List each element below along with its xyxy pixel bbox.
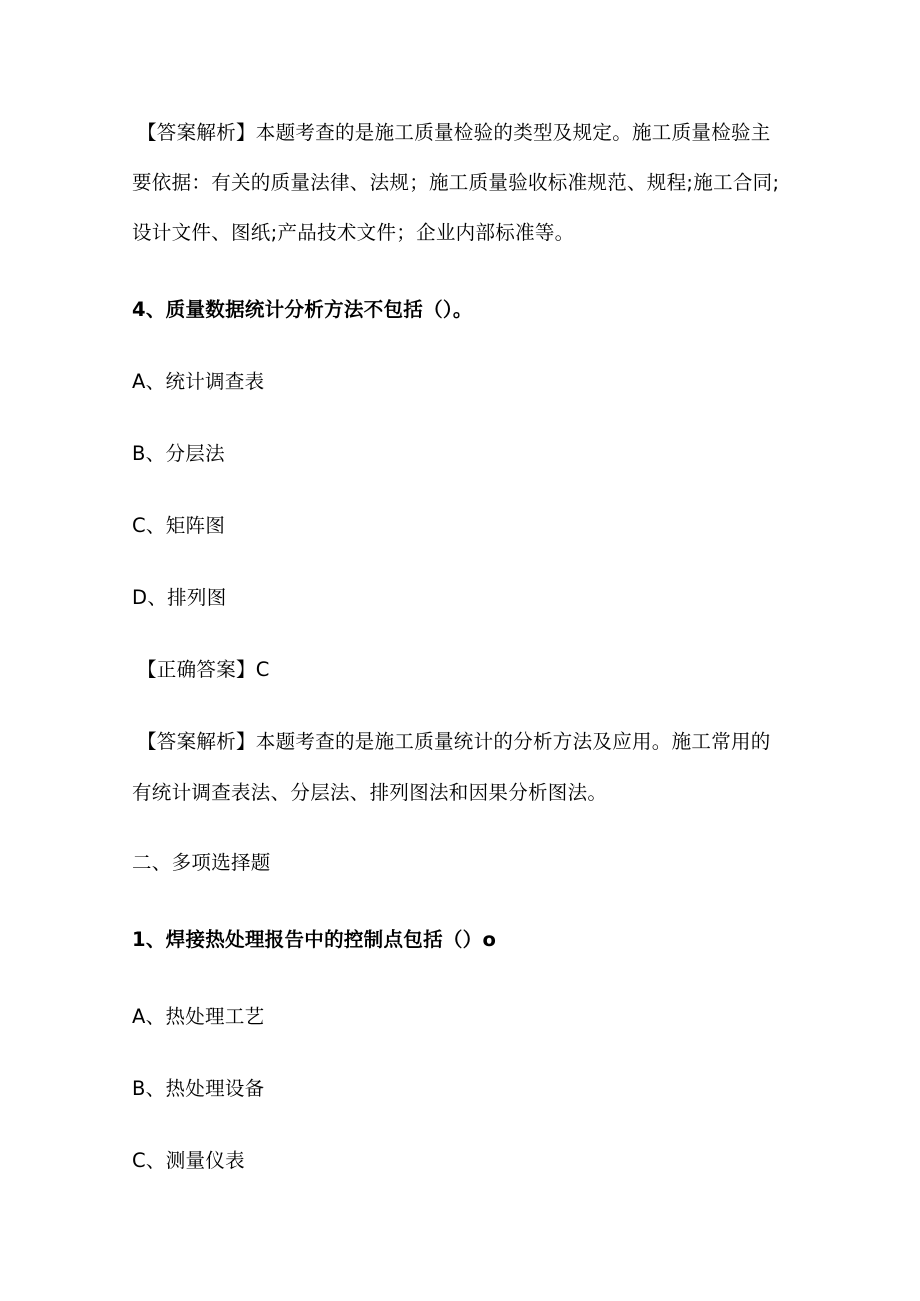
question-4-option-a: A、统计调查表 <box>132 370 265 393</box>
question-4-explanation-line-1: 【答案解析】本题考查的是施工质量统计的分析方法及应用。施工常用的 <box>137 730 771 753</box>
question-4-stem: 4、质量数据统计分析方法不包括（）。 <box>132 298 473 321</box>
question-4-explanation-line-2: 有统计调查表法、分层法、排列图法和因果分析图法。 <box>132 781 608 804</box>
question-4-option-b: B、分层法 <box>132 442 225 465</box>
mc-question-1-stem: 1、焊接热处理报告中的控制点包括（）o <box>132 928 497 951</box>
explanation-1-line-2: 要依据：有关的质量法律、法规；施工质量验收标准规范、规程;施工合同; <box>132 171 780 194</box>
section-title: 二、多项选择题 <box>132 851 271 874</box>
question-4-option-c: C、矩阵图 <box>132 514 226 537</box>
mc-question-1-option-a: A、热处理工艺 <box>132 1005 265 1028</box>
explanation-1-line-1: 【答案解析】本题考查的是施工质量检验的类型及规定。施工质量检验主 <box>137 121 771 144</box>
question-4-option-d: D、排列图 <box>132 586 227 609</box>
explanation-1-line-3: 设计文件、图纸;产品技术文件；企业内部标准等。 <box>132 221 575 244</box>
question-4-answer: 【正确答案】C <box>137 658 270 681</box>
mc-question-1-option-c: C、测量仪表 <box>132 1149 245 1172</box>
mc-question-1-option-b: B、热处理设备 <box>132 1077 265 1100</box>
